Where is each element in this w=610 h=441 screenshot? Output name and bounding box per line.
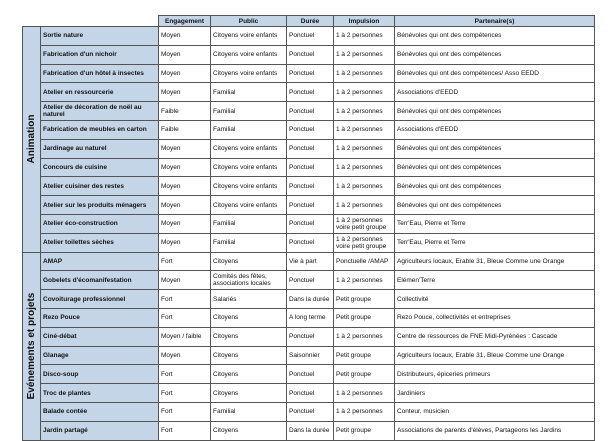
cell-engagement: Fort [159, 290, 211, 309]
table-row [23, 384, 595, 403]
table-row [23, 83, 595, 102]
cell-impulsion: Petit groupe [334, 308, 395, 327]
cell-impulsion: 1 à 2 personnes [334, 196, 395, 215]
table-row [23, 308, 595, 327]
cell-impulsion: 1 à 2 personnes [334, 45, 395, 64]
cell-public: Citoyens voire enfants [211, 45, 287, 64]
cell-duree: Ponctuel [287, 45, 334, 64]
header-duree: Durée [287, 16, 334, 27]
cell-duree: Ponctuel [287, 27, 334, 46]
cell-duree: Ponctuel [287, 120, 334, 139]
table-body [23, 27, 595, 441]
cell-duree: Ponctuel [287, 177, 334, 196]
cell-activity: Atelier éco-construction [41, 214, 159, 233]
table-row [23, 177, 595, 196]
cell-public: Comités des fêtes, associations locales [211, 271, 287, 290]
cell-impulsion: 1 à 2 personnes [334, 384, 395, 403]
table-row [23, 139, 595, 158]
cell-activity: Atelier de décoration de noël au naturel [41, 102, 159, 121]
header-public: Public [211, 16, 287, 27]
cell-partenaires: Bénévoles qui ont des compétences [395, 102, 595, 121]
cell-public: Familial [211, 402, 287, 421]
cell-activity: Sortie nature [41, 27, 159, 46]
cell-activity: Atelier cuisiner des restes [41, 177, 159, 196]
cell-partenaires: Jardiniers [395, 384, 595, 403]
cell-impulsion: Petit groupe [334, 290, 395, 309]
cell-partenaires: Rezo Pouce, collectivités et entreprises [395, 308, 595, 327]
cell-public: Citoyens voire enfants [211, 139, 287, 158]
table-row [23, 290, 595, 309]
cell-duree: Ponctuel [287, 365, 334, 384]
header-row [23, 16, 595, 27]
cell-partenaires: Bénévoles qui ont des compétences [395, 177, 595, 196]
cell-partenaires: Associations de parents d'élèves, Partageons les Jardins [395, 421, 595, 440]
cell-activity: Jardinage au naturel [41, 139, 159, 158]
cell-activity: Rezo Pouce [41, 308, 159, 327]
cell-partenaires: Associations d'EEDD [395, 120, 595, 139]
cell-partenaires: Agriculteurs locaux, Erable 31, Bleue Comme une Orange [395, 252, 595, 271]
cell-impulsion: 1 à 2 personnes [334, 102, 395, 121]
table-row [23, 365, 595, 384]
cell-engagement: Moyen [159, 346, 211, 365]
table-row [23, 102, 595, 121]
table-row [23, 120, 595, 139]
cell-engagement: Moyen [159, 271, 211, 290]
group-label-cell [23, 252, 41, 440]
cell-engagement: Moyen [159, 83, 211, 102]
cell-public: Citoyens [211, 308, 287, 327]
cell-activity: Jardin partagé [41, 421, 159, 440]
cell-activity: Covoiturage professionnel [41, 290, 159, 309]
cell-duree: Ponctuel [287, 196, 334, 215]
cell-partenaires: Bénévoles qui ont des compétences/ Asso EEDD [395, 64, 595, 83]
cell-partenaires: Collectivité [395, 290, 595, 309]
cell-engagement: Moyen [159, 64, 211, 83]
cell-public: Citoyens [211, 252, 287, 271]
cell-activity: Fabrication d'un nichoir [41, 45, 159, 64]
cell-partenaires: Bénévoles qui ont des compétences [395, 139, 595, 158]
cell-duree: Dans la durée [287, 421, 334, 440]
cell-engagement: Fort [159, 252, 211, 271]
cell-public: Salariés [211, 290, 287, 309]
cell-public: Familial [211, 83, 287, 102]
cell-impulsion: 1 à 2 personnes [334, 64, 395, 83]
cell-engagement: Moyen [159, 233, 211, 252]
cell-engagement: Moyen / faible [159, 327, 211, 346]
cell-duree: Ponctuel [287, 214, 334, 233]
cell-engagement: Moyen [159, 45, 211, 64]
cell-engagement: Moyen [159, 177, 211, 196]
cell-public: Citoyens [211, 384, 287, 403]
cell-impulsion: Ponctuelle /AMAP [334, 252, 395, 271]
table-row [23, 346, 595, 365]
cell-public: Citoyens [211, 346, 287, 365]
cell-engagement: Moyen [159, 139, 211, 158]
header-engagement: Engagement [159, 16, 211, 27]
corner-blank [41, 16, 159, 27]
cell-engagement: Fort [159, 402, 211, 421]
cell-activity: Fabrication de meubles en carton [41, 120, 159, 139]
cell-impulsion: 1 à 2 personnes [334, 139, 395, 158]
cell-partenaires: Associations d'EEDD [395, 83, 595, 102]
cell-impulsion: Petit groupe [334, 421, 395, 440]
cell-activity: Atelier sur les produits ménagers [41, 196, 159, 215]
cell-partenaires: Bénévoles qui ont des compétences [395, 158, 595, 177]
cell-public: Citoyens voire enfants [211, 158, 287, 177]
cell-duree: Dans la durée [287, 290, 334, 309]
cell-engagement: Fort [159, 365, 211, 384]
table-row [23, 45, 595, 64]
activities-table [22, 15, 595, 441]
cell-duree: Ponctuel [287, 402, 334, 421]
cell-activity: Atelier en ressourcerie [41, 83, 159, 102]
cell-impulsion: 1 à 2 personnes [334, 177, 395, 196]
cell-duree: Ponctuel [287, 139, 334, 158]
cell-duree: Ponctuel [287, 233, 334, 252]
cell-activity: Fabrication d'un hôtel à insectes [41, 64, 159, 83]
cell-impulsion: 1 à 2 personnes [334, 402, 395, 421]
cell-activity: Gobelets d'écomanifestation [41, 271, 159, 290]
cell-activity: Glanage [41, 346, 159, 365]
cell-engagement: Moyen [159, 27, 211, 46]
cell-duree: Ponctuel [287, 64, 334, 83]
cell-partenaires: Terr'Eau, Pierre et Terre [395, 233, 595, 252]
table-row [23, 233, 595, 252]
cell-activity: Disco-soup [41, 365, 159, 384]
cell-activity: AMAP [41, 252, 159, 271]
cell-duree: Ponctuel [287, 102, 334, 121]
cell-engagement: Fort [159, 384, 211, 403]
cell-activity: Balade contée [41, 402, 159, 421]
cell-duree: Vie à part [287, 252, 334, 271]
group-label-cell [23, 27, 41, 253]
cell-impulsion: 1 à 2 personnes [334, 83, 395, 102]
cell-partenaires: Agriculteurs locaux, Erable 31, Bleue Comme une Orange [395, 346, 595, 365]
cell-impulsion: Petit groupe [334, 346, 395, 365]
cell-public: Familial [211, 102, 287, 121]
cell-public: Citoyens [211, 365, 287, 384]
cell-impulsion: 1 à 2 personnes [334, 271, 395, 290]
cell-impulsion: 1 à 2 personnes [334, 327, 395, 346]
cell-activity: Troc de plantes [41, 384, 159, 403]
cell-duree: Ponctuel [287, 271, 334, 290]
header-impulsion: Impulsion [334, 16, 395, 27]
cell-public: Familial [211, 233, 287, 252]
cell-duree: Ponctuel [287, 83, 334, 102]
cell-duree: Saisonnier [287, 346, 334, 365]
header-partenaires: Partenaire(s) [395, 16, 595, 27]
cell-engagement: Fort [159, 308, 211, 327]
cell-engagement: Fort [159, 421, 211, 440]
cell-engagement: Moyen [159, 158, 211, 177]
cell-duree: A long terme [287, 308, 334, 327]
cell-engagement: Moyen [159, 214, 211, 233]
cell-partenaires: Bénévoles qui ont des compétences [395, 196, 595, 215]
cell-partenaires: Centre de ressources de FNE Midi-Pyrénées : Cascade [395, 327, 595, 346]
cell-duree: Ponctuel [287, 384, 334, 403]
cell-partenaires: Terr'Eau, Pierre et Terre [395, 214, 595, 233]
cell-public: Citoyens voire enfants [211, 196, 287, 215]
table-row [23, 27, 595, 46]
cell-public: Familial [211, 214, 287, 233]
table-row [23, 158, 595, 177]
table-row [23, 214, 595, 233]
cell-activity: Concours de cuisine [41, 158, 159, 177]
cell-impulsion: 1 à 2 personnes voire petit groupe [334, 233, 395, 252]
cell-partenaires: Bénévoles qui ont des compétences [395, 45, 595, 64]
cell-partenaires: Distributeurs, épiceries primeurs [395, 365, 595, 384]
group-label: Animation [25, 114, 37, 164]
cell-public: Citoyens voire enfants [211, 27, 287, 46]
cell-public: Citoyens voire enfants [211, 64, 287, 83]
table-row [23, 196, 595, 215]
cell-engagement: Moyen [159, 196, 211, 215]
table-row [23, 327, 595, 346]
cell-impulsion: 1 à 2 personnes [334, 120, 395, 139]
cell-impulsion: 1 à 2 personnes [334, 27, 395, 46]
cell-partenaires: Conteur, musicien [395, 402, 595, 421]
corner-blank [23, 16, 41, 27]
table-row [23, 271, 595, 290]
cell-duree: Ponctuel [287, 158, 334, 177]
cell-public: Citoyens [211, 327, 287, 346]
cell-public: Citoyens [211, 421, 287, 440]
cell-activity: Atelier toilettes sèches [41, 233, 159, 252]
table-row [23, 252, 595, 271]
table-row [23, 64, 595, 83]
cell-activity: Ciné-débat [41, 327, 159, 346]
cell-impulsion: 1 à 2 personnes [334, 158, 395, 177]
cell-partenaires: Elémen'Terre [395, 271, 595, 290]
cell-impulsion: Petit groupe [334, 365, 395, 384]
cell-public: Familial [211, 120, 287, 139]
cell-engagement: Faible [159, 120, 211, 139]
cell-partenaires: Bénévoles qui ont des compétences [395, 27, 595, 46]
cell-public: Citoyens voire enfants [211, 177, 287, 196]
group-label: Evénements et projets [25, 292, 37, 400]
cell-impulsion: 1 à 2 personnes voire petit groupe [334, 214, 395, 233]
cell-duree: Ponctuel [287, 327, 334, 346]
cell-engagement: Faible [159, 102, 211, 121]
table-row [23, 402, 595, 421]
